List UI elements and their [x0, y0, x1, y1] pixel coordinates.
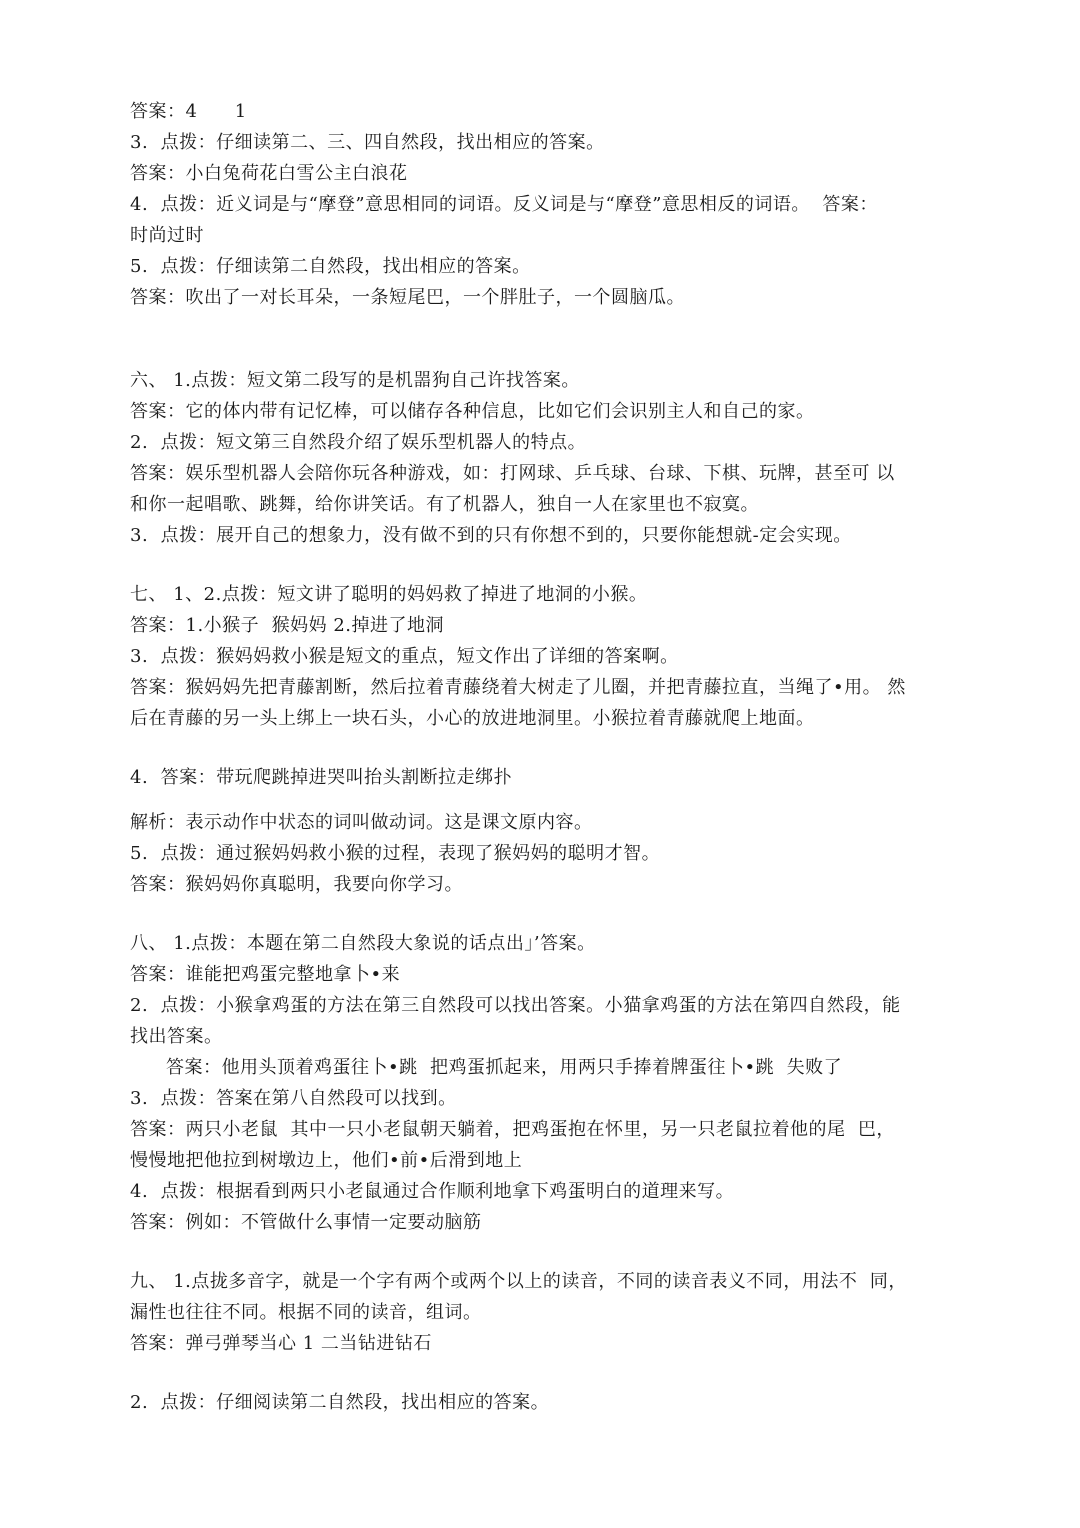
hint-line: 2. 点拨：小猴拿鸡蛋的方法在第三自然段可以找出答案。小猫拿鸡蛋的方法在第四自然段，能	[130, 995, 901, 1016]
paragraph-gap	[130, 734, 960, 762]
hint-line: 2. 点拨：短文第三自然段介绍了娱乐型机器人的特点。	[130, 432, 587, 453]
answer-line: 答案：弹弓弹琴当心 1 二当钻进钻石	[130, 1333, 432, 1354]
hint-line: 3. 点拨：展开自己的想象力，没有做不到的只有你想不到的，只要你能想就-定会实现。	[130, 525, 852, 546]
section-eight-heading: 八、 1.点拨：本题在第二自然段大象说的话点出」’答案。	[130, 933, 596, 954]
answer-line: 答案：猴妈妈你真聪明，我要向你学习。	[130, 874, 463, 895]
hint-line: 3. 点拨：答案在第八自然段可以找到。	[130, 1088, 457, 1109]
answer-line: 答案：猴妈妈先把青藤割断，然后拉着青藤绕着大树走了儿圈，并把青藤拉直，当绳了•用。 然	[130, 677, 906, 698]
answer-line: 时尚过时	[130, 225, 204, 246]
hint-line: 4. 点拨：根据看到两只小老鼠通过合作顺利地拿下鸡蛋明白的道理来写。	[130, 1181, 735, 1202]
hint-line: 3. 点拨：猴妈妈救小猴是短文的重点，短文作出了详细的答案啊。	[130, 646, 679, 667]
answer-line: 答案：小白兔荷花白雪公主白浪花	[130, 163, 408, 184]
answer-line: 答案：谁能把鸡蛋完整地拿卜•来	[130, 964, 401, 985]
section-gap	[130, 1238, 960, 1266]
paragraph-gap	[130, 793, 960, 807]
hint-line: 3. 点拨：仔细读第二、三、四自然段，找出相应的答案。	[130, 132, 605, 153]
section-gap	[130, 551, 960, 579]
section-gap	[130, 313, 960, 365]
paragraph-gap	[130, 1359, 960, 1387]
analysis-line: 解析：表示动作中状态的词叫做动词。这是课文原内容。	[130, 812, 593, 833]
document-page	[130, 96, 960, 1418]
hint-line: 5. 点拨：仔细读第二自然段，找出相应的答案。	[130, 256, 531, 277]
section-gap	[130, 900, 960, 928]
hint-line-continued: 找出答案。	[130, 1026, 223, 1047]
answer-line: 答案：两只小老鼠 其中一只小老鼠朝天躺着，把鸡蛋抱在怀里，另一只老鼠拉着他的尾 巴，	[130, 1119, 895, 1140]
answer-line: 答案：吹出了一对长耳朵，一条短尾巴，一个胖肚子，一个圆脑瓜。	[130, 287, 685, 308]
section-seven-heading: 七、 1、2.点拨：短文讲了聪明的妈妈救了掉进了地洞的小猴。	[130, 584, 648, 605]
answer-line: 答案：4 1	[130, 101, 247, 122]
answer-line-continued: 慢慢地把他拉到树墩边上，他们•前•后滑到地上	[130, 1150, 523, 1171]
answer-line: 答案：例如：不管做什么事情一定要动脑筋	[130, 1212, 482, 1233]
answer-line: 4. 答案：带玩爬跳掉进哭叫抬头割断拉走绑扑	[130, 767, 513, 788]
hint-line-continued: 漏性也往往不同。根据不同的读音，组词。	[130, 1302, 482, 1323]
hint-line: 2. 点拨：仔细阅读第二自然段，找出相应的答案。	[130, 1392, 550, 1413]
section-nine-heading: 九、 1.点拢多音字，就是一个字有两个或两个以上的读音，不同的读音表义不同，用法不 同，	[130, 1271, 907, 1292]
section-six-heading: 六、 1.点拨：短文第二段写的是机噐狗自己许找答案。	[130, 370, 580, 391]
answer-line: 答案：1.小猴子 猴妈妈 2.掉进了地洞	[130, 615, 445, 636]
answer-line-indented: 答案：他用头顶着鸡蛋往卜•跳 把鸡蛋抓起来，用两只手捧着牌蛋往卜•跳 失败了	[166, 1057, 843, 1078]
hint-line: 5. 点拨：通过猴妈妈救小猴的过程，表现了猴妈妈的聪明才智。	[130, 843, 661, 864]
answer-line: 答案：它的体内带有记忆棒，可以储存各种信息，比如它们会识别主人和自己的家。	[130, 401, 815, 422]
answer-line-continued: 和你一起唱歌、跳舞，给你讲笑话。有了机器人，独自一人在家里也不寂寞。	[130, 494, 759, 515]
answer-line-continued: 后在青藤的另一头上绑上一块石头，小心的放进地洞里。小猴拉着青藤就爬上地面。	[130, 708, 815, 729]
hint-line: 4. 点拨：近义词是与“摩登”意思相同的词语。反义词是与“摩登”意思相反的词语。 答案：	[130, 194, 878, 215]
answer-line: 答案：娱乐型机器人会陪你玩各种游戏，如：打网球、乒乓球、台球、下棋、玩牌，甚至可 以	[130, 463, 895, 484]
